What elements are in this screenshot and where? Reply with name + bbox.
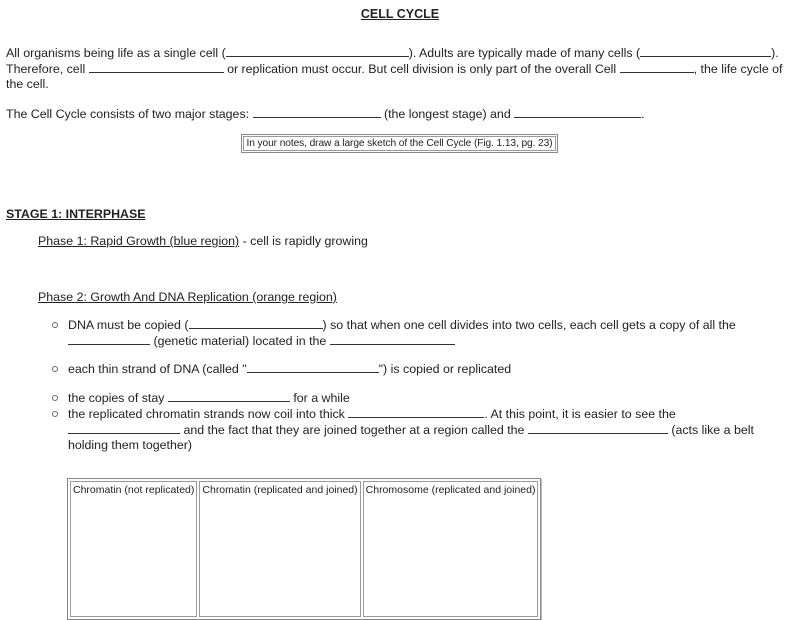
intro-text-6: , the life cycle of the cell. <box>6 62 783 91</box>
table-row <box>70 481 538 617</box>
intro-text-1: All organisms being life as a single cell ( <box>6 46 226 60</box>
blank-easier-to-see[interactable] <box>68 422 180 434</box>
blank-dna-copied[interactable] <box>189 317 323 329</box>
bullet-coil-thick <box>46 406 796 453</box>
phase2-line <box>38 290 337 305</box>
phase2-bullets-group-1 <box>46 317 796 349</box>
intro-text-4: Therefore, cell <box>6 62 89 76</box>
stages-text-2: (the longest stage) and <box>380 107 515 121</box>
bullet3-text-1: the copies of stay <box>68 391 168 405</box>
blank-cell-division[interactable] <box>89 61 224 73</box>
blank-genetic-material[interactable] <box>68 333 150 345</box>
bullet1-text-3: (genetic material) located in the <box>150 334 330 348</box>
stages-sentence <box>6 106 796 122</box>
drawing-cell-chromosome-replicated[interactable]: Chromosome (replicated and joined) <box>363 481 539 617</box>
bullet-copies-stay <box>46 390 796 406</box>
blank-copies-stay[interactable] <box>168 390 290 402</box>
blank-many-cells[interactable] <box>640 45 771 57</box>
bullet-thin-strand <box>46 361 796 377</box>
phase1-line <box>38 234 368 249</box>
blank-centromere[interactable] <box>528 422 668 434</box>
chromatin-drawing-table <box>67 478 541 620</box>
bullet2-text-1: each thin strand of DNA (called " <box>68 362 247 376</box>
phase2-label: Phase 2: Growth And DNA Replication (orange region) <box>38 290 337 304</box>
blank-stage-interphase[interactable] <box>253 106 381 118</box>
blank-coil-into[interactable] <box>348 406 484 418</box>
phase2-bullets-group-2 <box>46 361 796 377</box>
stages-text-3: . <box>641 107 645 121</box>
phase2-bullets-group-3 <box>46 390 796 453</box>
bullet2-text-2: ") is copied or replicated <box>378 362 512 376</box>
blank-located-in[interactable] <box>330 333 455 345</box>
intro-text-2: ). Adults are typically made of many cells ( <box>408 46 641 60</box>
phase1-label: Phase 1: Rapid Growth (blue region) <box>38 234 240 248</box>
drawing-cell-chromatin-not-replicated[interactable]: Chromatin (not replicated) <box>70 481 197 617</box>
blank-chromatin-name[interactable] <box>247 361 379 373</box>
bullet4-text-3: and the fact that they are joined together at a region called the <box>180 423 528 437</box>
stage1-heading: STAGE 1: INTERPHASE <box>6 207 146 221</box>
bullet1-text-1: DNA must be copied ( <box>68 318 189 332</box>
drawing-cell-chromatin-replicated[interactable]: Chromatin (replicated and joined) <box>199 481 360 617</box>
blank-cell-cycle[interactable] <box>620 61 694 73</box>
phase1-description: - cell is rapidly growing <box>239 234 368 248</box>
bullet4-text-4: (acts like a belt holding them together) <box>68 423 754 452</box>
blank-stage-mitosis[interactable] <box>514 106 641 118</box>
notes-instruction-box: In your notes, draw a large sketch of the Cell Cycle (Fig. 1.13, pg. 23) <box>241 134 558 153</box>
bullet1-text-2: ) so that when one cell divides into two cells, each cell gets a copy of all the <box>322 318 736 332</box>
bullet3-text-2: for a while <box>289 391 350 405</box>
bullet-dna-copied <box>46 317 796 349</box>
bullet4-text-2: . At this point, it is easier to see the <box>484 407 676 421</box>
bullet4-text-1: the replicated chromatin strands now coil into thick <box>68 407 349 421</box>
stages-text-1: The Cell Cycle consists of two major stages: <box>6 107 253 121</box>
intro-paragraph <box>6 45 796 92</box>
page-title: CELL CYCLE <box>360 7 440 21</box>
intro-text-3: ). <box>771 46 779 60</box>
blank-single-cell[interactable] <box>226 45 409 57</box>
intro-text-5: or replication must occur. But cell division is only part of the overall Cell <box>223 62 620 76</box>
